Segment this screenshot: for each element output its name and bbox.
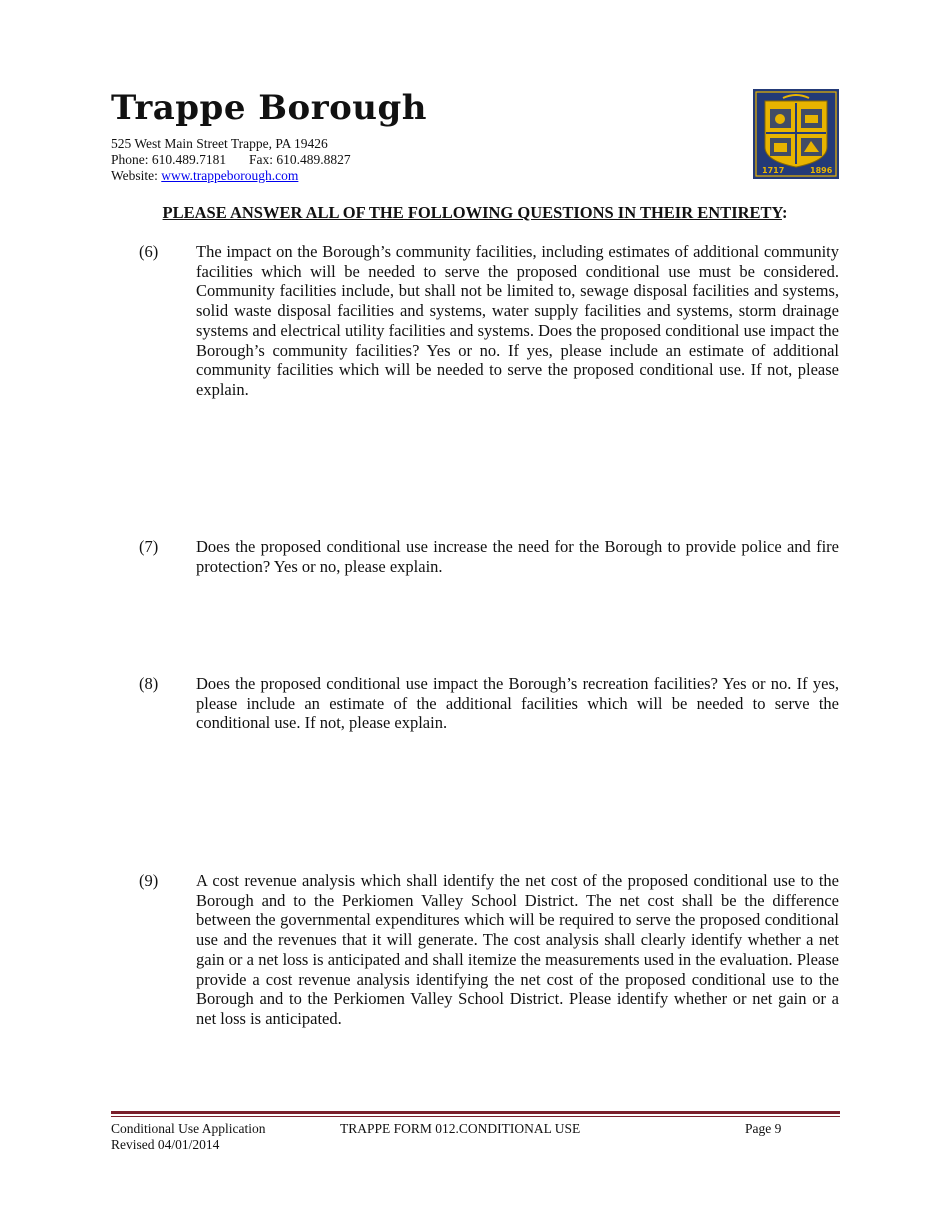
footer-rule-thin: [111, 1116, 840, 1117]
seal-year-left: 1717: [762, 166, 785, 175]
website-label: Website:: [111, 168, 162, 183]
address: 525 West Main Street Trappe, PA 19426: [111, 136, 328, 151]
borough-seal: [753, 89, 839, 179]
instruction-text: PLEASE ANSWER ALL OF THE FOLLOWING QUESTIONS IN THEIR ENTIRETY: [162, 203, 782, 222]
footer-revised-date: Revised 04/01/2014: [111, 1137, 220, 1152]
website-line: [111, 168, 298, 184]
question-6-number: (6): [139, 242, 159, 261]
instruction-heading: [111, 203, 839, 223]
question-9-number: (9): [139, 871, 159, 890]
question-6-text: The impact on the Borough’s community facilities, including estimates of additional community facilities which will be needed to serve the proposed conditional use must be considered. Community facilities include, but shall not be limited to, sewage disposal facilities and systems, solid waste disposal facilities and systems, water supply facilities and systems, storm drainage systems and electrical utility facilities and systems. Does the proposed conditional use impact the Borough’s community facilities? Yes or no. If yes, please include an estimate of additional community facilities which will be needed to serve the proposed conditional use. If not, please explain.: [196, 242, 839, 399]
question-8-text: Does the proposed conditional use impact the Borough’s recreation facilities? Yes or no. If yes, please include an estimate of the additional facilities which will be needed to serve the conditional use. If not, please explain.: [196, 674, 839, 733]
footer-rule-thick: [111, 1111, 840, 1114]
website-link[interactable]: www.trappeborough.com: [161, 168, 299, 183]
borough-name: Trappe Borough: [111, 88, 428, 128]
phone-number: Phone: 610.489.7181: [111, 152, 227, 167]
question-7-text: Does the proposed conditional use increase the need for the Borough to provide police and fire protection? Yes or no, please explain.: [196, 537, 839, 576]
question-8-number: (8): [139, 674, 159, 693]
footer-form-name: TRAPPE FORM 012.CONDITIONAL USE: [340, 1121, 581, 1136]
footer-doc-title: Conditional Use Application: [111, 1121, 266, 1136]
instruction-colon: :: [781, 203, 788, 222]
question-9-text: A cost revenue analysis which shall identify the net cost of the proposed conditional use to the Borough and to the Perkiomen Valley School District. The net cost shall be the difference between the governmental expenditures which will be required to serve the proposed conditional use and the revenues that it will generate. The cost analysis shall clearly identify whether a net gain or a net loss is anticipated and shall itemize the measurements used in the evaluation. Please provide a cost revenue analysis identifying the net cost of the proposed conditional use to the Borough and to the Perkiomen Valley School District. Please identify whether or net gain or a net loss is anticipated.: [196, 871, 839, 1028]
footer-page-number: Page 9: [745, 1121, 782, 1136]
fax-number: Fax: 610.489.8827: [249, 152, 351, 167]
seal-year-right: 1896: [810, 166, 833, 175]
question-7-number: (7): [139, 537, 159, 556]
